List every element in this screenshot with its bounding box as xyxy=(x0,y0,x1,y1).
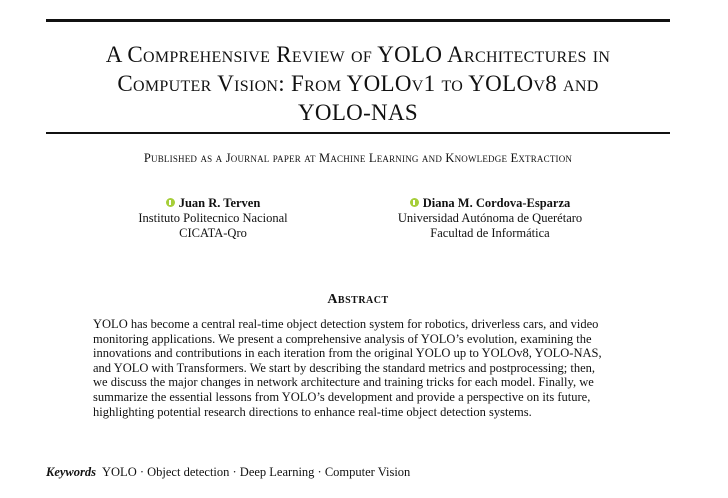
author-name: Juan R. Terven xyxy=(178,196,261,210)
author-block-2 xyxy=(372,196,608,241)
title-line-2: Computer Vision: From YOLOv1 to YOLOv8 and xyxy=(117,71,599,96)
abstract-line: and YOLO with Transformers. We start by describing the standard metrics and postprocessing; then, xyxy=(93,360,596,375)
author-affiliation: Instituto Politecnico Nacional xyxy=(138,211,288,225)
orcid-icon[interactable] xyxy=(410,198,419,207)
top-rule xyxy=(46,19,670,22)
abstract-line: summarize the essential lessons from YOLO’s development and provide a perspective on its future, xyxy=(93,389,591,404)
keywords xyxy=(46,465,410,480)
keywords-label: Keywords xyxy=(46,465,96,479)
author-block-1 xyxy=(108,196,318,241)
orcid-icon[interactable] xyxy=(166,198,175,207)
author-affiliation: Universidad Autónoma de Querétaro xyxy=(397,211,583,225)
abstract-line: YOLO has become a central real-time object detection system for robotics, driverless cars, and video xyxy=(93,317,599,331)
publication-note: Published as a Journal paper at Machine Learning and Knowledge Extraction xyxy=(143,151,573,165)
keywords-text: YOLO · Object detection · Deep Learning · Computer Vision xyxy=(102,465,411,479)
abstract-line: highlighting potential research directions to enhance real-time object detection systems. xyxy=(93,404,532,419)
abstract-line: innovations and contributions in each iteration from the original YOLO up to YOLOv8, YOLO-NAS, xyxy=(93,346,602,361)
author-name: Diana M. Cordova-Esparza xyxy=(422,196,571,210)
author-affiliation: CICATA-Qro xyxy=(179,226,247,240)
abstract-heading: Abstract xyxy=(327,292,389,307)
paper-title xyxy=(46,40,670,127)
abstract-line: monitoring applications. We present a comprehensive analysis of YOLO’s evolution, examining the xyxy=(93,331,592,346)
abstract-body xyxy=(93,317,625,419)
author-affiliation: Facultad de Informática xyxy=(430,226,550,240)
abstract-line: we discuss the major changes in network architecture and training tricks for each model. Finally, we xyxy=(93,375,594,390)
bottom-rule xyxy=(46,132,670,134)
title-line-3: YOLO-NAS xyxy=(298,100,418,125)
title-line-1: A Comprehensive Review of YOLO Architectures in xyxy=(105,42,611,67)
